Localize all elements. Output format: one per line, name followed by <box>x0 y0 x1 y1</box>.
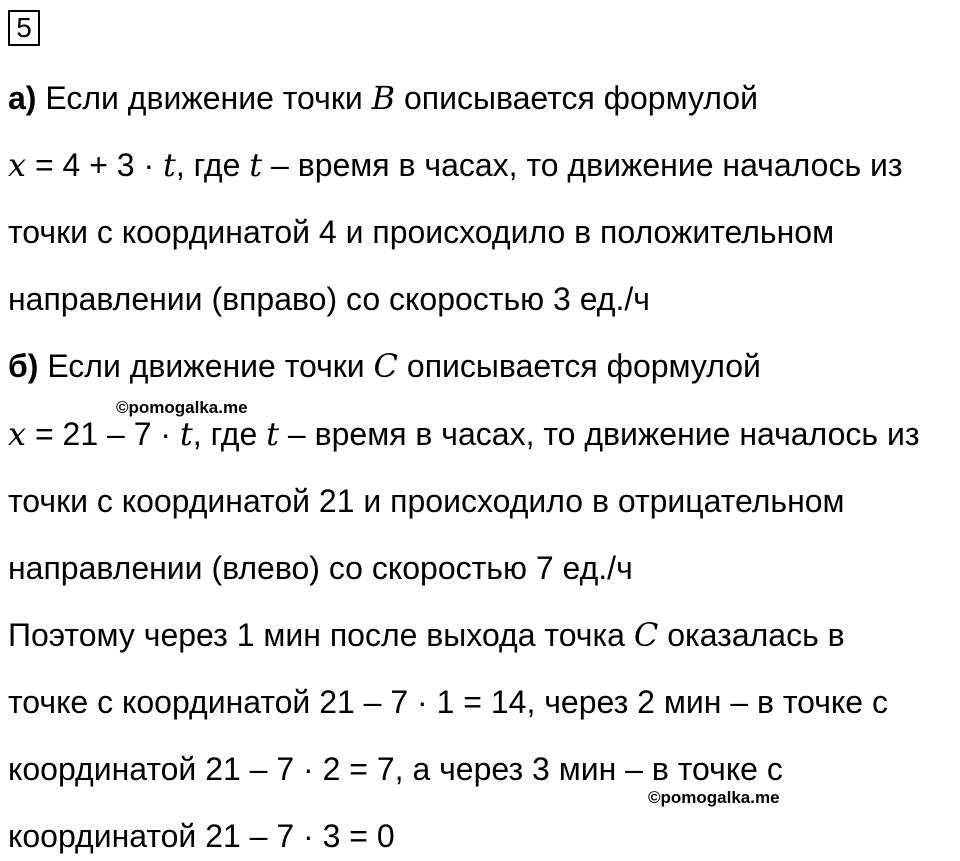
part-b-line-4: направлении (влево) со скоростью 7 ед./ч <box>8 550 633 586</box>
task-number-box: 5 <box>8 10 40 46</box>
part-a-line-3: точки с координатой 4 и происходило в положительном <box>8 214 835 250</box>
part-b-line-7: координатой 21 – 7 · 2 = 7, а через 3 мин – в точке с <box>8 751 783 787</box>
part-a-label: а) <box>8 80 37 116</box>
text: – время в часах, то движение началось из <box>279 416 920 452</box>
text: описывается формулой <box>395 80 758 116</box>
watermark: ©pomogalka.me <box>648 788 780 807</box>
math-var: C <box>633 616 659 654</box>
part-b-line-8: координатой 21 – 7 · 3 = 0 <box>8 818 395 854</box>
math-var: t <box>266 415 280 453</box>
math-var: x <box>8 146 27 184</box>
math-var: C <box>373 347 399 385</box>
math-var: t <box>249 146 263 184</box>
math-var: B <box>371 79 396 117</box>
text: оказалась в <box>658 617 845 653</box>
part-b-line-6: точке с координатой 21 – 7 · 1 = 14, через 2 мин – в точке с <box>8 684 888 720</box>
part-b-line-5 <box>8 615 845 655</box>
text: = 4 + 3 · <box>26 147 164 183</box>
text: , где <box>175 147 250 183</box>
part-a-line-1 <box>8 78 758 118</box>
math-var: t <box>179 415 193 453</box>
part-b-line-2 <box>8 414 919 454</box>
part-a-line-2 <box>8 145 903 185</box>
text: Если движение точки <box>36 80 372 116</box>
text: – время в часах, то движение началось из <box>262 147 903 183</box>
text: описывается формулой <box>398 348 761 384</box>
math-var: x <box>8 415 27 453</box>
math-var: t <box>163 146 176 184</box>
part-a-line-4: направлении (вправо) со скоростью 3 ед./ч <box>8 281 650 317</box>
part-b-line-1 <box>8 346 761 386</box>
watermark: ©pomogalka.me <box>116 398 248 417</box>
text: Если движение точки <box>38 348 374 384</box>
text: Поэтому через 1 мин после выхода точка <box>8 617 634 653</box>
part-b-line-3: точки с координатой 21 и происходило в отрицательном <box>8 483 845 519</box>
text: = 21 – 7 · <box>26 416 180 452</box>
text: , где <box>192 416 267 452</box>
part-b-label: б) <box>8 348 39 384</box>
